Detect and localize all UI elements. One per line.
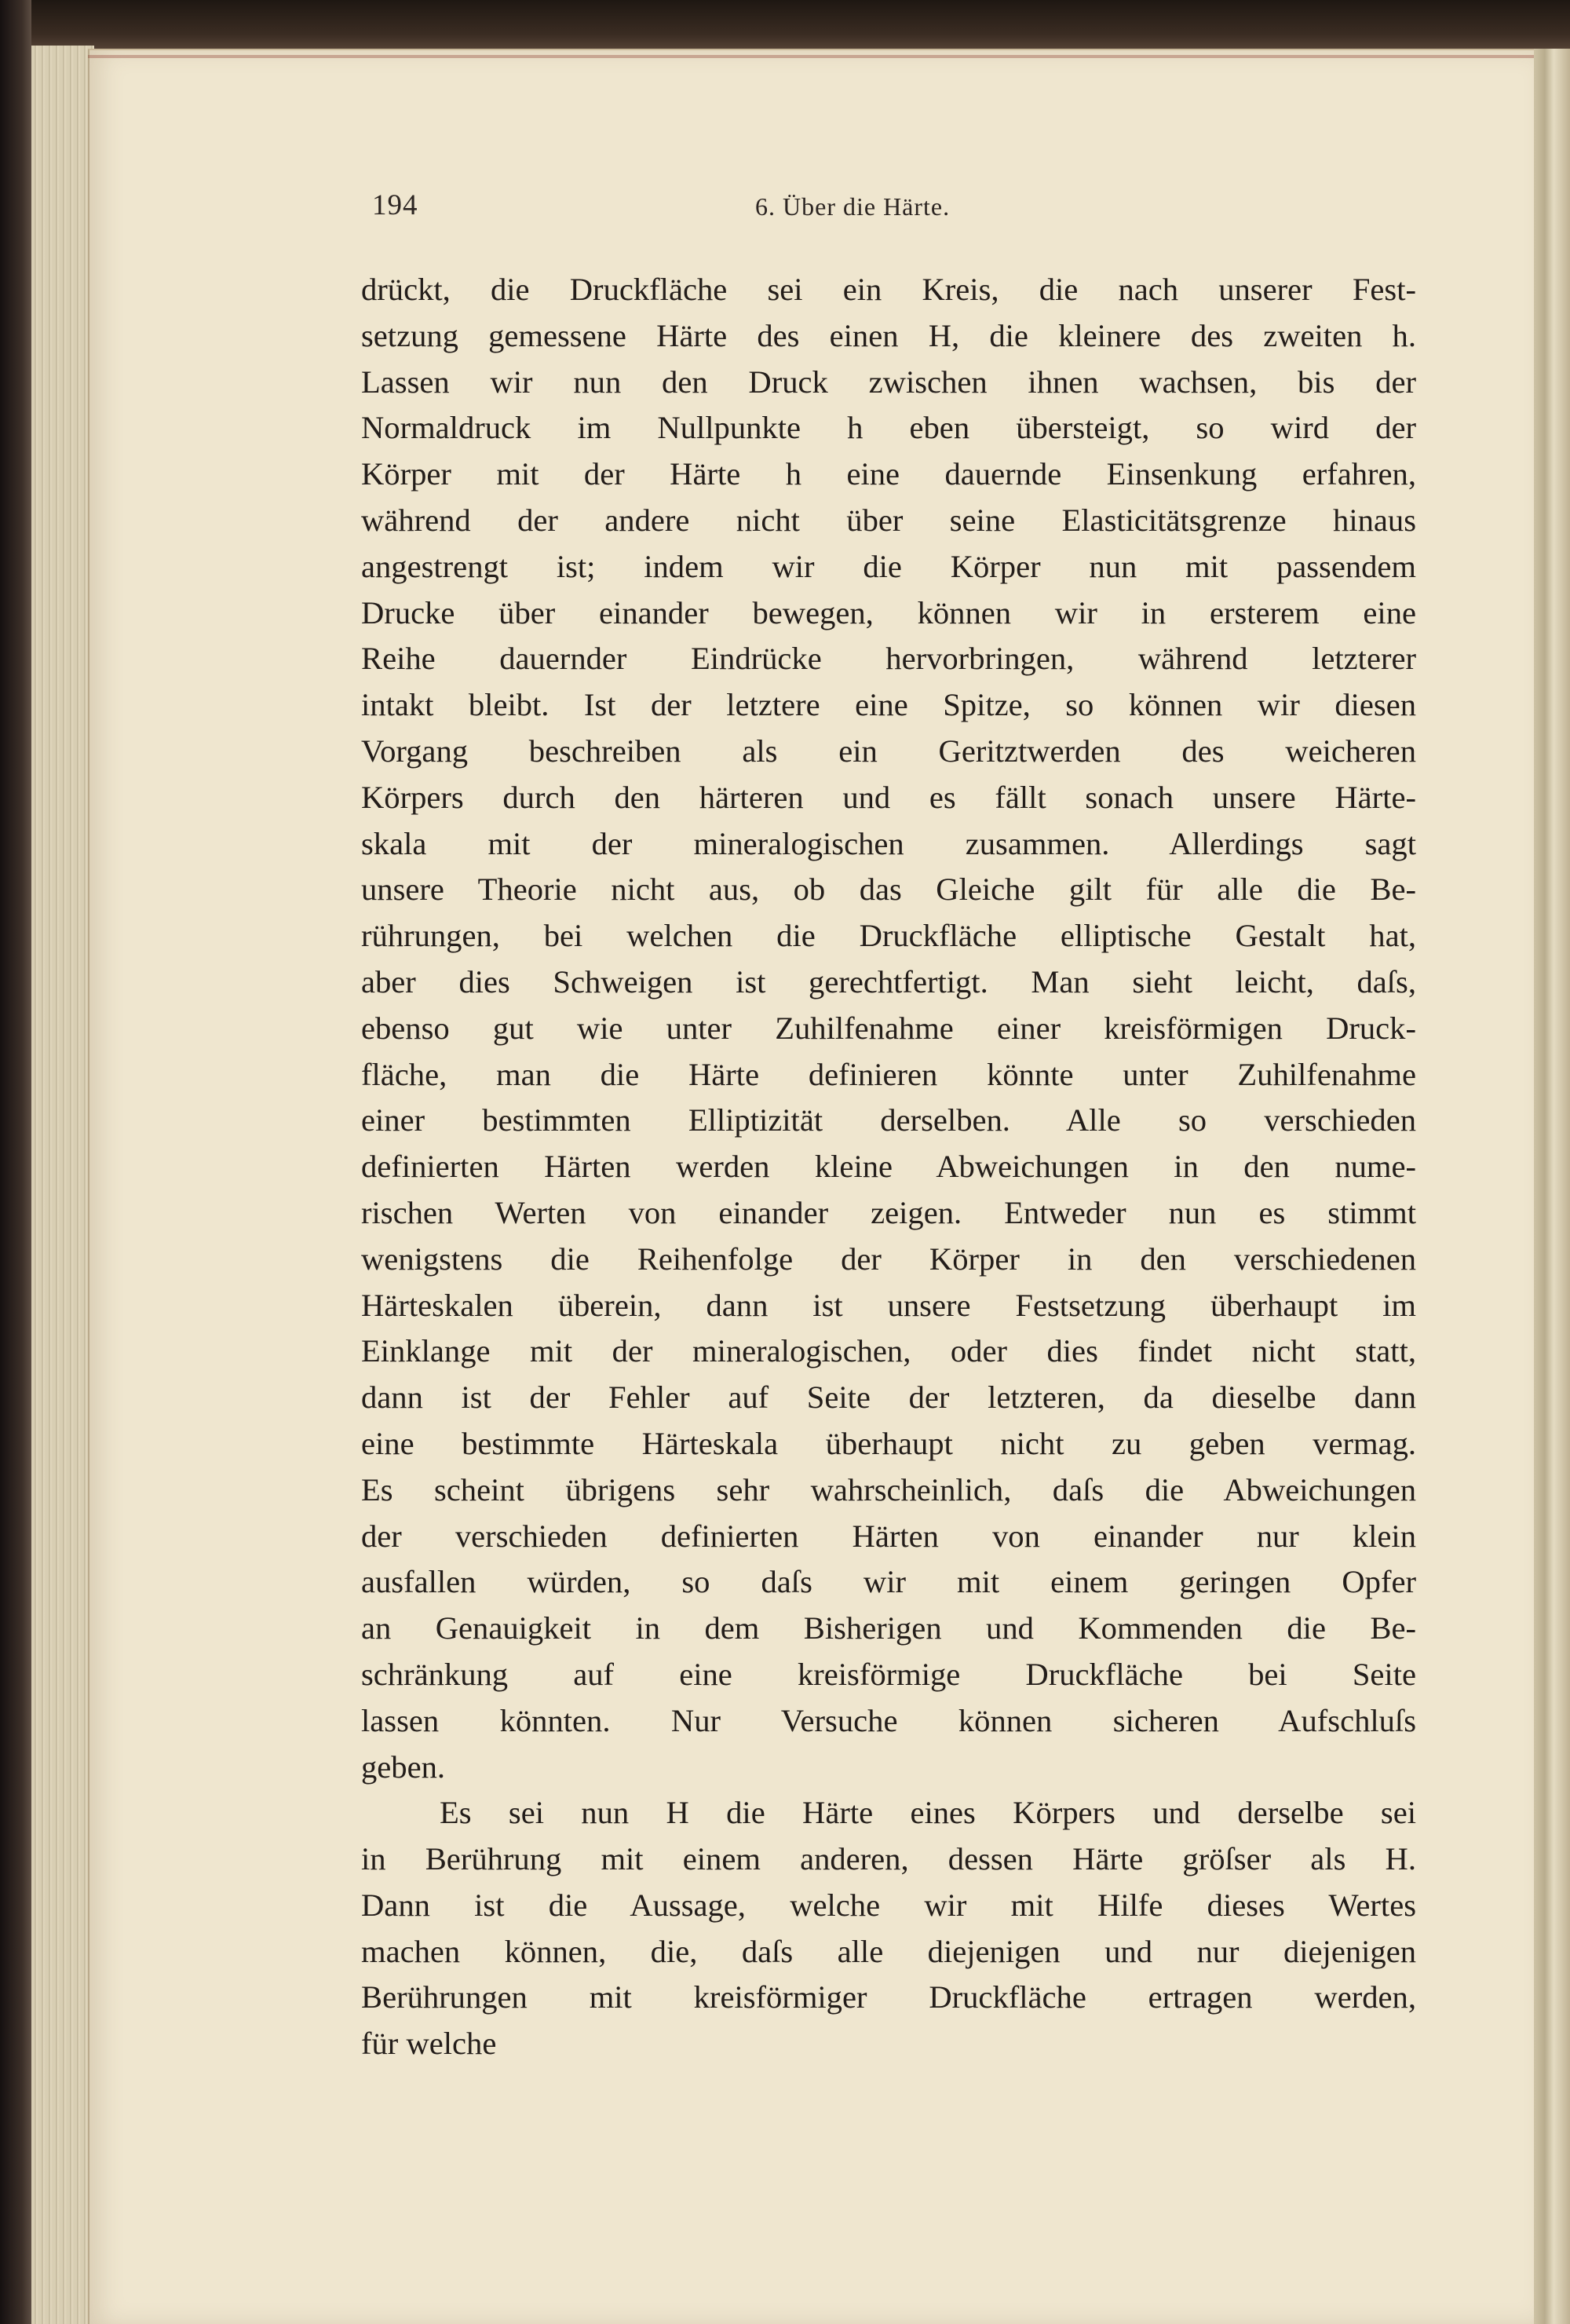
text-line: lassen könnten. Nur Versuche können sicheren Aufschluſs: [361, 1702, 1416, 1738]
text-line: Körper mit der Härte h eine dauernde Einsenkung erfahren,: [361, 456, 1416, 492]
top-edge-line: [88, 55, 1534, 58]
text-line: geben.: [361, 1748, 446, 1785]
book-binding-left: [0, 0, 31, 2324]
text-line: Reihe dauernder Eindrücke hervorbringen, während letzterer: [361, 641, 1416, 677]
text-line: wenigstens die Reihenfolge der Körper in den verschiedenen: [361, 1241, 1416, 1277]
text-line: machen können, die, daſs alle diejenigen und nur diejenigen: [361, 1933, 1416, 1969]
text-line: für welche: [361, 2026, 497, 2062]
text-line: ausfallen würden, so daſs wir mit einem geringen Opfer: [361, 1564, 1416, 1600]
text-line: Dann ist die Aussage, welche wir mit Hilfe dieses Wertes: [361, 1887, 1416, 1923]
text-line: einer bestimmten Elliptizität derselben. Alle so verschieden: [361, 1102, 1416, 1138]
text-line: Normaldruck im Nullpunkte h eben übersteigt, so wird der: [361, 410, 1416, 446]
page-right-edge: [1534, 49, 1570, 2324]
text-line: Berührungen mit kreisförmiger Druckfläche ertragen werden,: [361, 1979, 1416, 2015]
text-line: rührungen, bei welchen die Druckfläche elliptische Gestalt hat,: [361, 918, 1416, 954]
text-line: in Berührung mit einem anderen, dessen Härte gröſser als H.: [361, 1841, 1416, 1877]
page-header: [372, 188, 1424, 236]
text-line: Einklange mit der mineralogischen, oder dies findet nicht statt,: [361, 1333, 1416, 1369]
text-line: skala mit der mineralogischen zusammen. Allerdings sagt: [361, 825, 1416, 861]
page-number: 194: [372, 189, 418, 221]
text-line: Es sei nun H die Härte eines Körpers und derselbe sei: [440, 1795, 1416, 1831]
text-line: dann ist der Fehler auf Seite der letzteren, da dieselbe dann: [361, 1379, 1416, 1416]
text-line: Drucke über einander bewegen, können wir in ersterem eine: [361, 594, 1416, 630]
paragraph-1: [361, 267, 1416, 1790]
text-line: Härteskalen überein, dann ist unsere Festsetzung überhaupt im: [361, 1287, 1416, 1323]
text-line: intakt bleibt. Ist der letztere eine Spitze, so können wir diesen: [361, 687, 1416, 723]
page-stack-edges: [31, 46, 94, 2324]
text-line: angestrengt ist; indem wir die Körper nun mit passendem: [361, 548, 1416, 584]
text-line: an Genauigkeit in dem Bisherigen und Kommenden die Be-: [361, 1610, 1416, 1646]
text-line: drückt, die Druckfläche sei ein Kreis, die nach unserer Fest-: [361, 272, 1416, 307]
paragraph-2: [361, 1790, 1416, 2067]
text-line: rischen Werten von einander zeigen. Entweder nun es stimmt: [361, 1194, 1416, 1230]
text-line: eine bestimmte Härteskala überhaupt nicht zu geben vermag.: [361, 1425, 1416, 1461]
text-line: schränkung auf eine kreisförmige Druckfläche bei Seite: [361, 1656, 1416, 1692]
text-line: definierten Härten werden kleine Abweichungen in den nume-: [361, 1149, 1416, 1185]
running-head: 6. Über die Härte.: [755, 192, 951, 221]
text-line: Körpers durch den härteren und es fällt sonach unsere Härte-: [361, 779, 1416, 815]
text-line: während der andere nicht über seine Elasticitätsgrenze hinaus: [361, 502, 1416, 538]
text-line: setzung gemessene Härte des einen H, die kleinere des zweiten h.: [361, 317, 1416, 353]
text-line: ebenso gut wie unter Zuhilfenahme einer kreisförmigen Druck-: [361, 1010, 1416, 1046]
text-line: Lassen wir nun den Druck zwischen ihnen wachsen, bis der: [361, 364, 1416, 400]
text-line: Es scheint übrigens sehr wahrscheinlich, daſs die Abweichungen: [361, 1471, 1416, 1507]
body-text: [361, 267, 1416, 2067]
text-line: fläche, man die Härte definieren könnte unter Zuhilfenahme: [361, 1056, 1416, 1092]
text-line: aber dies Schweigen ist gerechtfertigt. Man sieht leicht, daſs,: [361, 963, 1416, 999]
text-line: Vorgang beschreiben als ein Geritztwerden des weicheren: [361, 733, 1416, 769]
text-line: der verschieden definierten Härten von einander nur klein: [361, 1518, 1416, 1554]
text-line: unsere Theorie nicht aus, ob das Gleiche gilt für alle die Be-: [361, 872, 1416, 908]
